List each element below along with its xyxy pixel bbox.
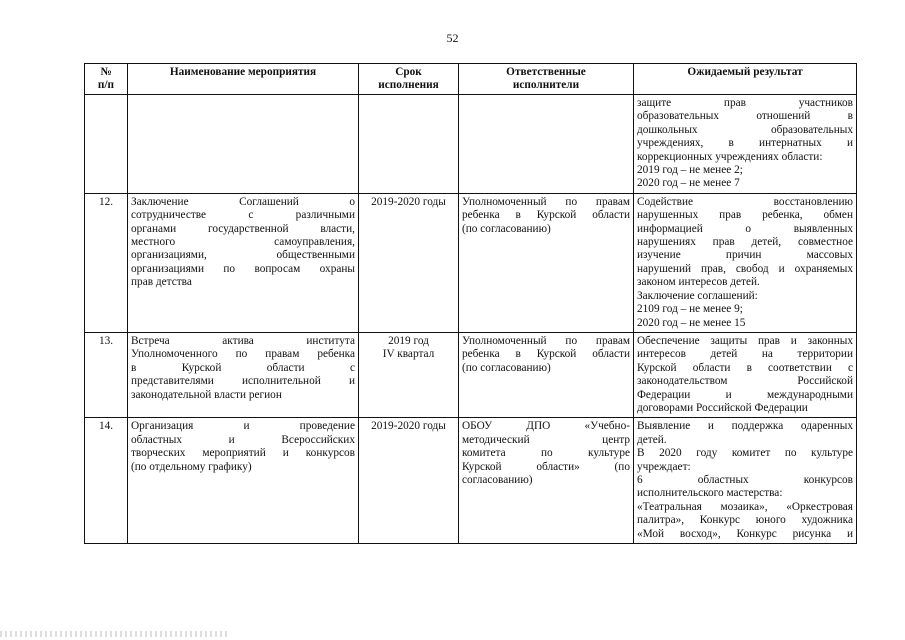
table-header-row	[85, 64, 857, 95]
cell-result-line: Содействие восстановлению	[637, 195, 853, 208]
cell-result-line: детей.	[637, 433, 667, 446]
header-expected-result	[634, 64, 857, 95]
header-number-line: п/п	[97, 79, 115, 91]
cell-term-line: 2019 год	[388, 334, 429, 347]
cell-name-line: органами государственной власти,	[131, 222, 355, 235]
cell-executors-line: (по согласованию)	[462, 222, 551, 235]
page-number: 52	[446, 31, 459, 45]
table-row	[85, 193, 857, 332]
cell-result-line: 2019 год – не менее 2;	[637, 164, 743, 177]
table-row	[85, 418, 857, 544]
cell-result-line: защите прав участников	[637, 97, 853, 109]
cell-result-line: изучение причин массовых	[637, 249, 853, 262]
cell-executors-line: согласованию)	[462, 473, 533, 486]
cell-name-line: Заключение Соглашений о	[131, 195, 355, 208]
cell-number: 14.	[85, 418, 128, 544]
cell-executors	[459, 95, 634, 194]
cell-name-line: Встреча актива института	[131, 334, 355, 347]
cell-name-line: Уполномоченного по правам ребенка	[131, 348, 355, 361]
cell-executors-line: комитета по культуре	[462, 447, 630, 460]
cell-term	[359, 418, 459, 544]
cell-result-line: Обеспечение защиты прав и законных	[637, 334, 853, 347]
header-number	[85, 64, 128, 95]
cell-result-line: Заключение соглашений:	[637, 289, 758, 302]
cell-result	[634, 418, 857, 544]
cell-term	[359, 193, 459, 332]
cell-name	[128, 418, 359, 544]
cell-result-line: Курской области в соответствии с	[637, 361, 853, 374]
header-term-line: исполнения	[378, 79, 439, 91]
header-executors-line: исполнители	[512, 79, 580, 91]
cell-name-line: представителями исполнительной и	[131, 375, 355, 388]
cell-result-line: договорами Российской Федерации	[637, 401, 808, 414]
cell-result-line: коррекционных учреждениях области:	[637, 150, 823, 163]
cell-name-line: прав детства	[131, 276, 192, 289]
table-row	[85, 332, 857, 417]
header-term	[359, 64, 459, 95]
cell-result-line: интересов детей на территории	[637, 348, 853, 361]
cell-result	[634, 332, 857, 417]
cell-term-line: 2019-2020 годы	[371, 195, 446, 208]
cell-executors-line: методический центр	[462, 433, 630, 446]
cell-result	[634, 95, 857, 194]
cell-term-line: 2019-2020 годы	[371, 420, 446, 433]
cell-executors-line: ребенка в Курской области	[462, 348, 630, 361]
cell-executors-line: ОБОУ ДПО «Учебно-	[462, 420, 630, 433]
cell-result-line: «Мой восход», Конкурс рисунка и	[637, 527, 853, 540]
cell-result-line: 6 областных конкурсов	[637, 473, 853, 486]
cell-executors-line: Уполномоченный по правам	[462, 195, 630, 208]
cell-result-line: учреждениях, в интернатных и	[637, 137, 853, 150]
cell-name	[128, 95, 359, 194]
cell-result-line: законодательством Российской	[637, 375, 853, 388]
cell-executors	[459, 332, 634, 417]
cell-result	[634, 193, 857, 332]
cell-executors-line: Уполномоченный по правам	[462, 334, 630, 347]
cell-result-line: нарушениях прав детей, совместное	[637, 236, 853, 249]
table-body	[85, 95, 857, 544]
cell-result-line: 2020 год – не менее 15	[637, 316, 746, 329]
cell-result-line: «Театральная мозаика», «Оркестровая	[637, 500, 853, 513]
cell-name-line: (по отдельному графику)	[131, 460, 252, 473]
cell-name-line: местного самоуправления,	[131, 236, 355, 249]
cell-result-line: законом интересов детей.	[637, 276, 760, 289]
cell-name-line: в Курской области с	[131, 361, 355, 374]
events-table	[84, 63, 857, 544]
cell-result-line: нарушенных прав ребенка, обмен	[637, 209, 853, 222]
cell-name-line: областных и Всероссийских	[131, 433, 355, 446]
cell-name-line: организациями по вопросам охраны	[131, 262, 355, 275]
cell-name-line: сотрудничестве с различными	[131, 209, 355, 222]
cell-result-line: В 2020 году комитет по культуре	[637, 447, 853, 460]
cell-result-line: информацией о выявленных	[637, 222, 853, 235]
cell-name	[128, 332, 359, 417]
cell-result-line: нарушений прав, свобод и охраняемых	[637, 262, 853, 275]
cell-executors-line: Курской области» (по	[462, 460, 630, 473]
cell-result-line: Выявление и поддержка одаренных	[637, 420, 853, 433]
cell-result-line: учреждает:	[637, 460, 691, 473]
cell-executors-line: ребенка в Курской области	[462, 209, 630, 222]
cell-name	[128, 193, 359, 332]
cell-term-line: IV квартал	[382, 348, 435, 361]
header-event-name	[128, 64, 359, 95]
cell-name-line: Организация и проведение	[131, 420, 355, 433]
cell-number	[85, 95, 128, 194]
cell-result-line: палитра», Конкурс юного художника	[637, 514, 853, 527]
header-expected-result-text: Ожидаемый результат	[687, 66, 803, 78]
cell-term	[359, 95, 459, 194]
table-row	[85, 95, 857, 194]
cell-executors-line: (по согласованию)	[462, 361, 551, 374]
header-event-name-text: Наименование мероприятия	[169, 66, 317, 78]
cell-result-line: Федерации и международными	[637, 388, 853, 401]
cell-result-line: дошкольных образовательных	[637, 123, 853, 136]
cell-result-line: 2020 год – не менее 7	[637, 177, 740, 190]
cell-result-line: исполнительского мастерства:	[637, 487, 783, 500]
header-number-line: №	[100, 66, 112, 78]
cell-name-line: организациями, общественными	[131, 249, 355, 262]
scan-artifact	[0, 631, 230, 637]
cell-name-line: творческих мероприятий и конкурсов	[131, 447, 355, 460]
cell-executors	[459, 193, 634, 332]
cell-number: 12.	[85, 193, 128, 332]
cell-term	[359, 332, 459, 417]
cell-result-line: 2109 год – не менее 9;	[637, 303, 743, 316]
header-term-line: Срок	[395, 66, 422, 78]
cell-number: 13.	[85, 332, 128, 417]
header-executors-line: Ответственные	[506, 66, 586, 78]
cell-name-line: законодательной власти регион	[131, 388, 282, 401]
header-executors	[459, 64, 634, 95]
cell-result-line: образовательных отношений в	[637, 110, 853, 123]
cell-executors	[459, 418, 634, 544]
